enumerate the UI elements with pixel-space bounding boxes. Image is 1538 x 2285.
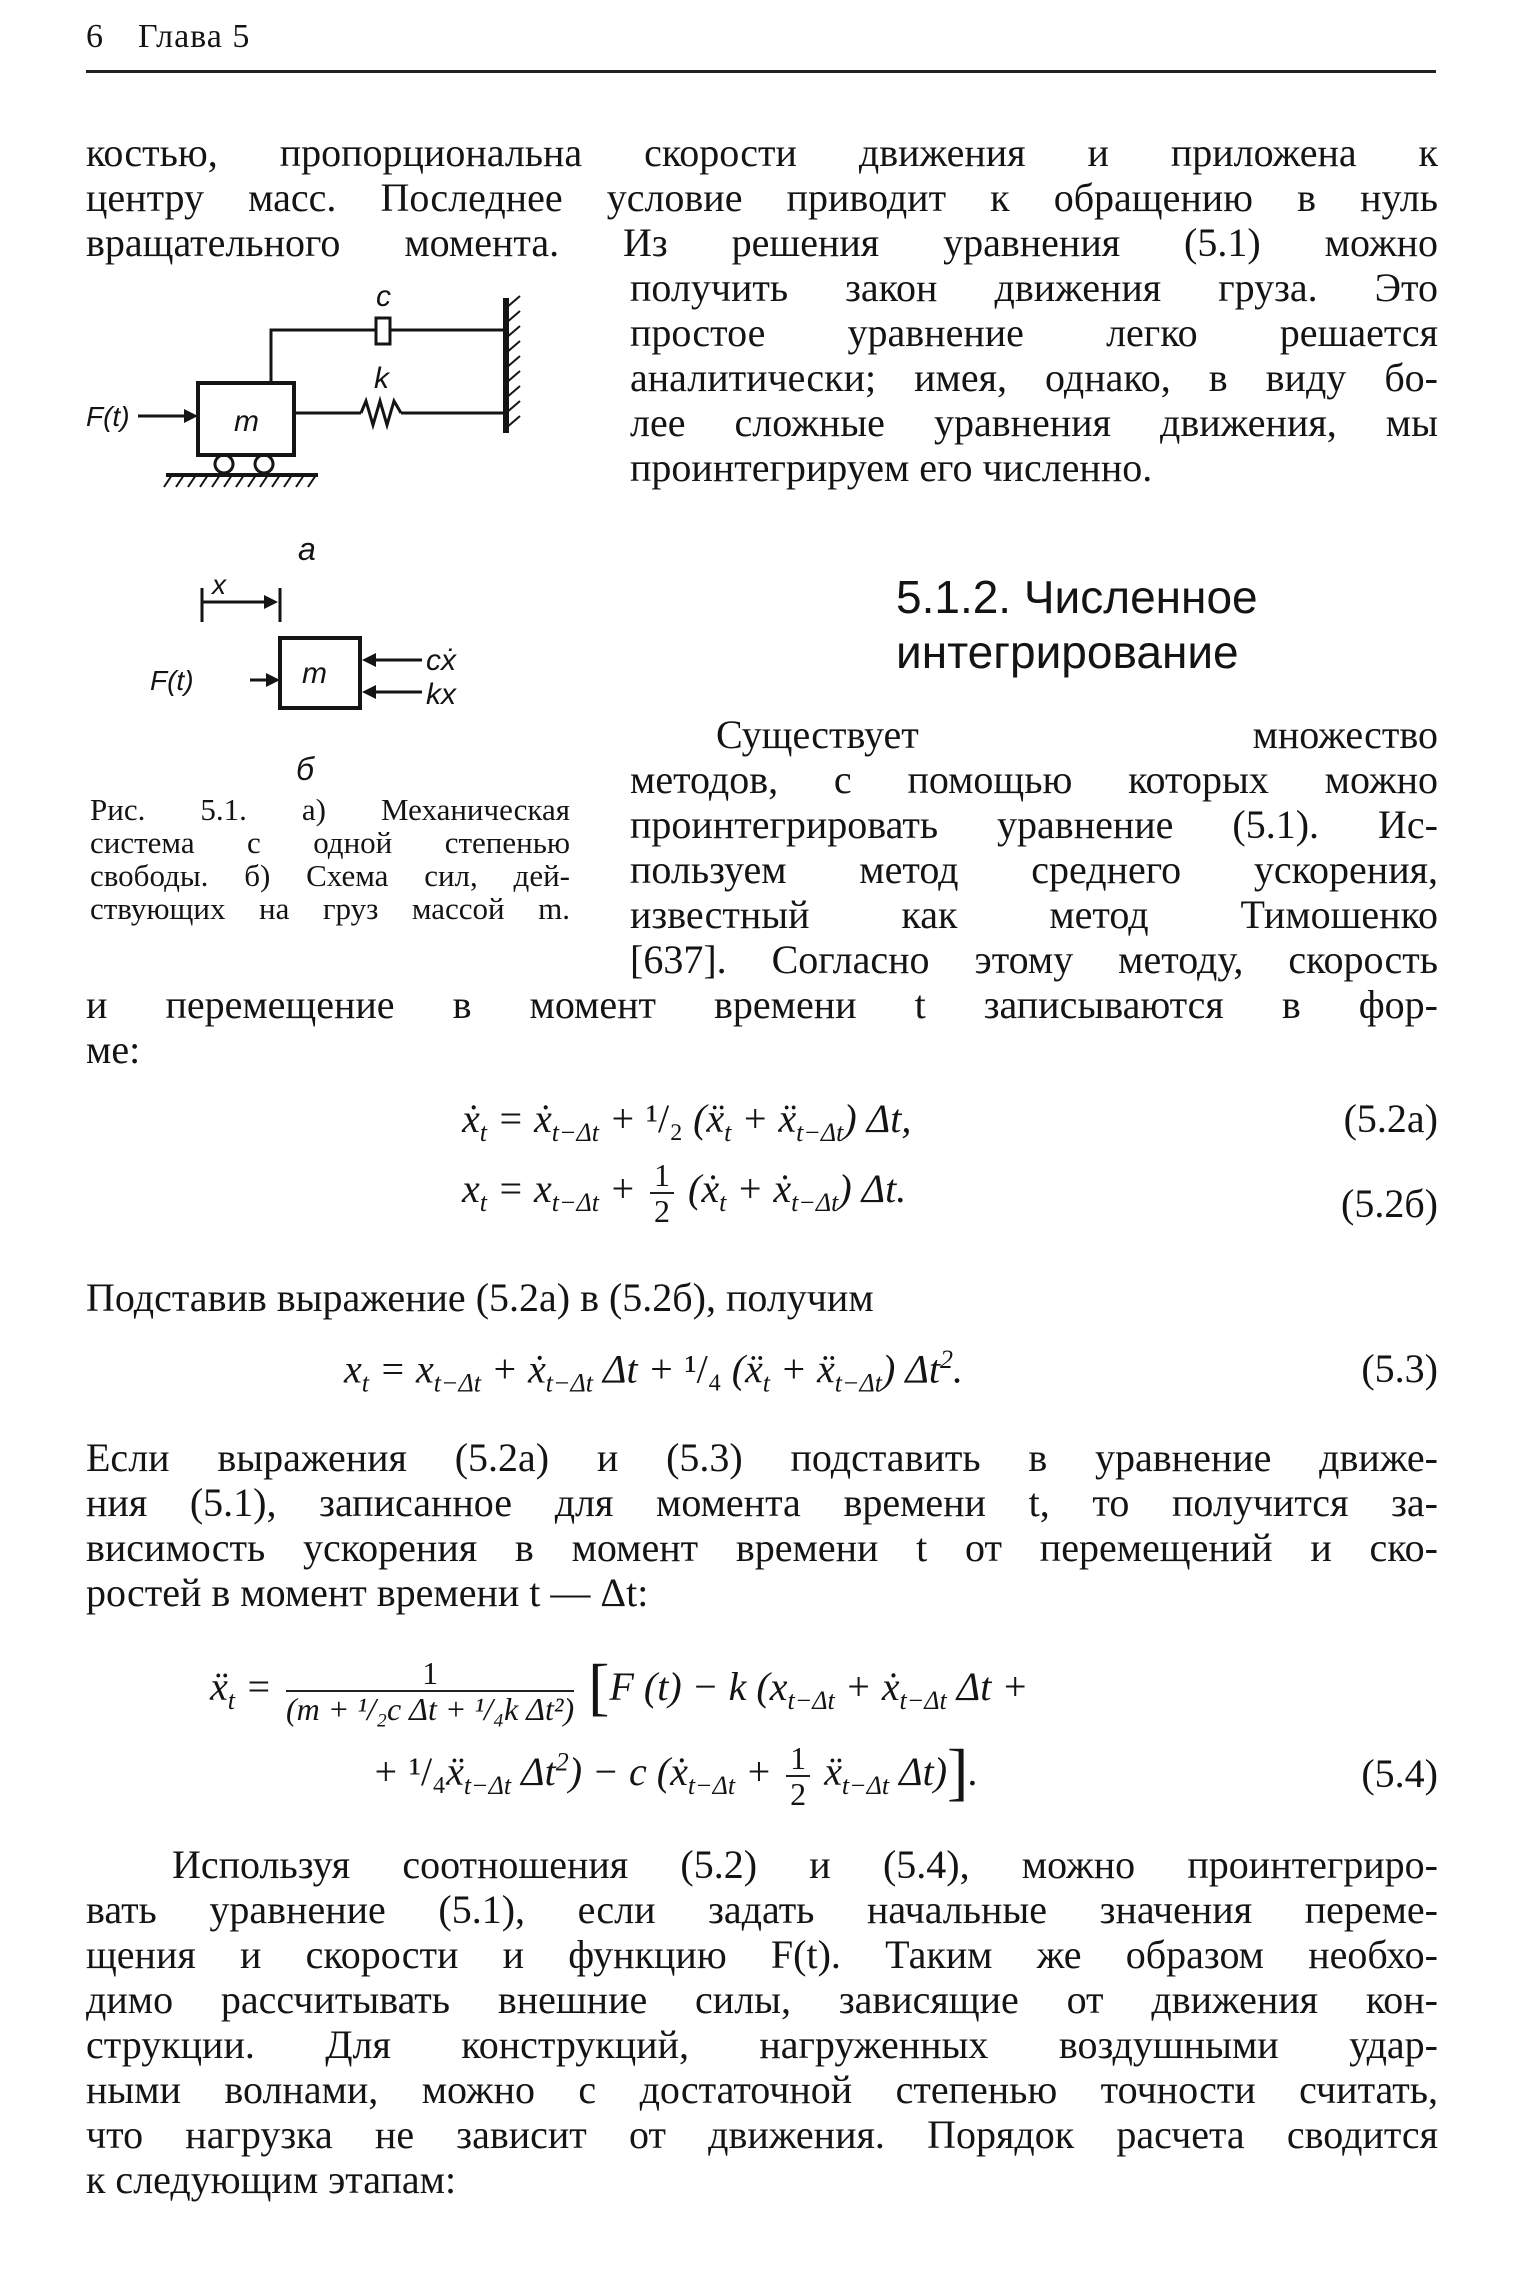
- header-rule: [86, 70, 1436, 73]
- text-line: ния (5.1), записанное для момента времени t, то получится за-: [86, 1480, 1438, 1525]
- text-line: аналитически; имея, однако, в виду бо-: [630, 355, 1438, 400]
- text-line: струкции. Для конструкций, нагруженных воздушными удар-: [86, 2022, 1438, 2067]
- page-number: 6: [86, 18, 104, 55]
- text-line: получить закон движения груза. Это: [630, 265, 1438, 310]
- wheel-icon: [215, 455, 233, 473]
- spring-force-label: kx: [426, 678, 456, 711]
- wheel-icon: [255, 455, 273, 473]
- paragraph-4: [86, 1842, 1438, 2202]
- text-line: ме:: [86, 1027, 141, 1072]
- section-title-line1: Численное: [1023, 571, 1258, 623]
- equation-number: (5.3): [1361, 1346, 1438, 1391]
- text-line: Подставив выражение (5.2а) в (5.2б), получим: [86, 1275, 874, 1320]
- damper-label: c: [376, 280, 391, 313]
- text-line: известный как метод Тимошенко: [630, 892, 1438, 937]
- text-line: щения и скорости и функцию F(t). Таким же образом необхо-: [86, 1932, 1438, 1977]
- damper-rod-left: [271, 330, 376, 383]
- text-line: центру масс. Последнее условие приводит к обращению в нуль: [86, 175, 1438, 220]
- damper: [376, 318, 390, 344]
- text-line: лее сложные уравнения движения, мы: [630, 400, 1438, 445]
- section-title-line2: интегрирование: [896, 626, 1239, 678]
- caption-line: система с одной степенью: [90, 825, 570, 860]
- text-line: к следующим этапам:: [86, 2157, 457, 2202]
- figure-b-label: б: [296, 751, 314, 787]
- equation-5-2b: $x_t = x_{t-\Delta t}$ + $\frac{1}{2}$ (ẋ$_t$ + ẋ$_{t-\Delta t}$) Δt.: [462, 1157, 907, 1229]
- paragraph-1-right: [630, 265, 1438, 490]
- spring: [361, 401, 401, 425]
- text-line: проинтегрируем его численно.: [630, 445, 1153, 490]
- arrow-head-icon: [264, 595, 278, 609]
- text-line: димо рассчитывать внешние силы, зависящие от движения кон-: [86, 1977, 1438, 2022]
- arrow-head-icon: [266, 673, 280, 687]
- text-line: пользуем метод среднего ускорения,: [630, 847, 1438, 892]
- text-line: висимость ускорения в момент времени t от перемещений и ско-: [86, 1525, 1438, 1570]
- figure-a-label: а: [298, 531, 316, 567]
- chapter-title: Глава 5: [138, 18, 251, 55]
- text-line: Если выражения (5.2а) и (5.3) подставить в уравнение движе-: [86, 1435, 1438, 1480]
- mass-label: m: [234, 405, 259, 438]
- text-line: ными волнами, можно с достаточной степенью точности считать,: [86, 2067, 1438, 2112]
- section-heading: [896, 570, 1258, 680]
- text-line: [637]. Согласно этому методу, скорость: [630, 937, 1438, 982]
- equation-5-2a: ẋ$_t$ = ẋ$_{t-\Delta t}$ + ¹/₂ (ẍ$_t$ + ẍ$_{t-\Delta t}$) Δt,: [462, 1096, 912, 1147]
- arrow-head-icon: [184, 409, 198, 423]
- mass-label: m: [302, 657, 327, 690]
- arrow-head-icon: [362, 653, 376, 667]
- equation-5-3: $x_t = x_{t-\Delta t}$ + ẋ$_{t-\Delta t}$ Δt + ¹/₄ (ẍ$_t$ + ẍ$_{t-\Delta t}$) $\Delta t^2$.: [344, 1345, 963, 1398]
- caption-line: ствующих на груз массой m.: [90, 891, 570, 926]
- text-line: Существует множество: [716, 712, 1438, 757]
- caption-line: свободы. б) Схема сил, дей-: [90, 858, 570, 893]
- displacement-label: x: [212, 570, 226, 600]
- text-line: вращательного момента. Из решения уравнения (5.1) можно: [86, 220, 1438, 265]
- paragraph-between: [86, 1275, 1438, 1320]
- equation-number: (5.2б): [1341, 1181, 1438, 1226]
- figure-5-1-a: [86, 268, 526, 568]
- text-line: вать уравнение (5.1), если задать начальные значения переме-: [86, 1887, 1438, 1932]
- paragraph-2-right: [630, 712, 1438, 982]
- text-line: методов, с помощью которых можно: [630, 757, 1438, 802]
- section-number: 5.1.2.: [896, 571, 1012, 623]
- force-label: F(t): [86, 401, 130, 432]
- text-line: Используя соотношения (5.2) и (5.4), можно проинтегриро-: [172, 1842, 1438, 1887]
- text-line: что нагрузка не зависит от движения. Порядок расчета сводится: [86, 2112, 1438, 2157]
- text-line: и перемещение в момент времени t записываются в фор-: [86, 982, 1438, 1027]
- paragraph-1-full: [86, 130, 1438, 265]
- damping-force-label: cẋ: [426, 644, 456, 677]
- equation-5-4-line2: + ¹/₄ẍ$_{t-\Delta t}$ $\Delta t^2) - c$ (ẋ$_{t-\Delta t}$ + $\frac{1}{2}$ ẍ$_{t-\Delta t}$ Δt)].: [372, 1736, 979, 1812]
- running-header: [86, 18, 250, 56]
- spring-label: k: [374, 362, 389, 395]
- text-line: проинтегрировать уравнение (5.1). Ис-: [630, 802, 1438, 847]
- caption-line: Рис. 5.1. а) Механическая: [90, 792, 570, 827]
- equation-number: (5.4): [1361, 1751, 1438, 1796]
- text-line: ростей в момент времени t — Δt:: [86, 1570, 649, 1615]
- paragraph-2-full: [86, 982, 1438, 1072]
- figure-caption: [90, 793, 570, 925]
- text-line: костью, пропорциональна скорости движения и приложена к: [86, 130, 1438, 175]
- equation-number: (5.2а): [1343, 1096, 1438, 1141]
- paragraph-3: [86, 1435, 1438, 1615]
- force-label: F(t): [150, 665, 194, 696]
- arrow-head-icon: [362, 685, 376, 699]
- text-line: простое уравнение легко решается: [630, 310, 1438, 355]
- equation-5-4-line1: ẍ$_t$ = $\frac{1}{\text{(m + ¹/₂c Δt + ¹/₄k Δt²)}}$ [F (t) − k ($x_{t-\Delta t}$ + ẋ$_{t-\Delta t}$ Δt +: [210, 1651, 1029, 1727]
- figure-5-1-b: [150, 570, 480, 790]
